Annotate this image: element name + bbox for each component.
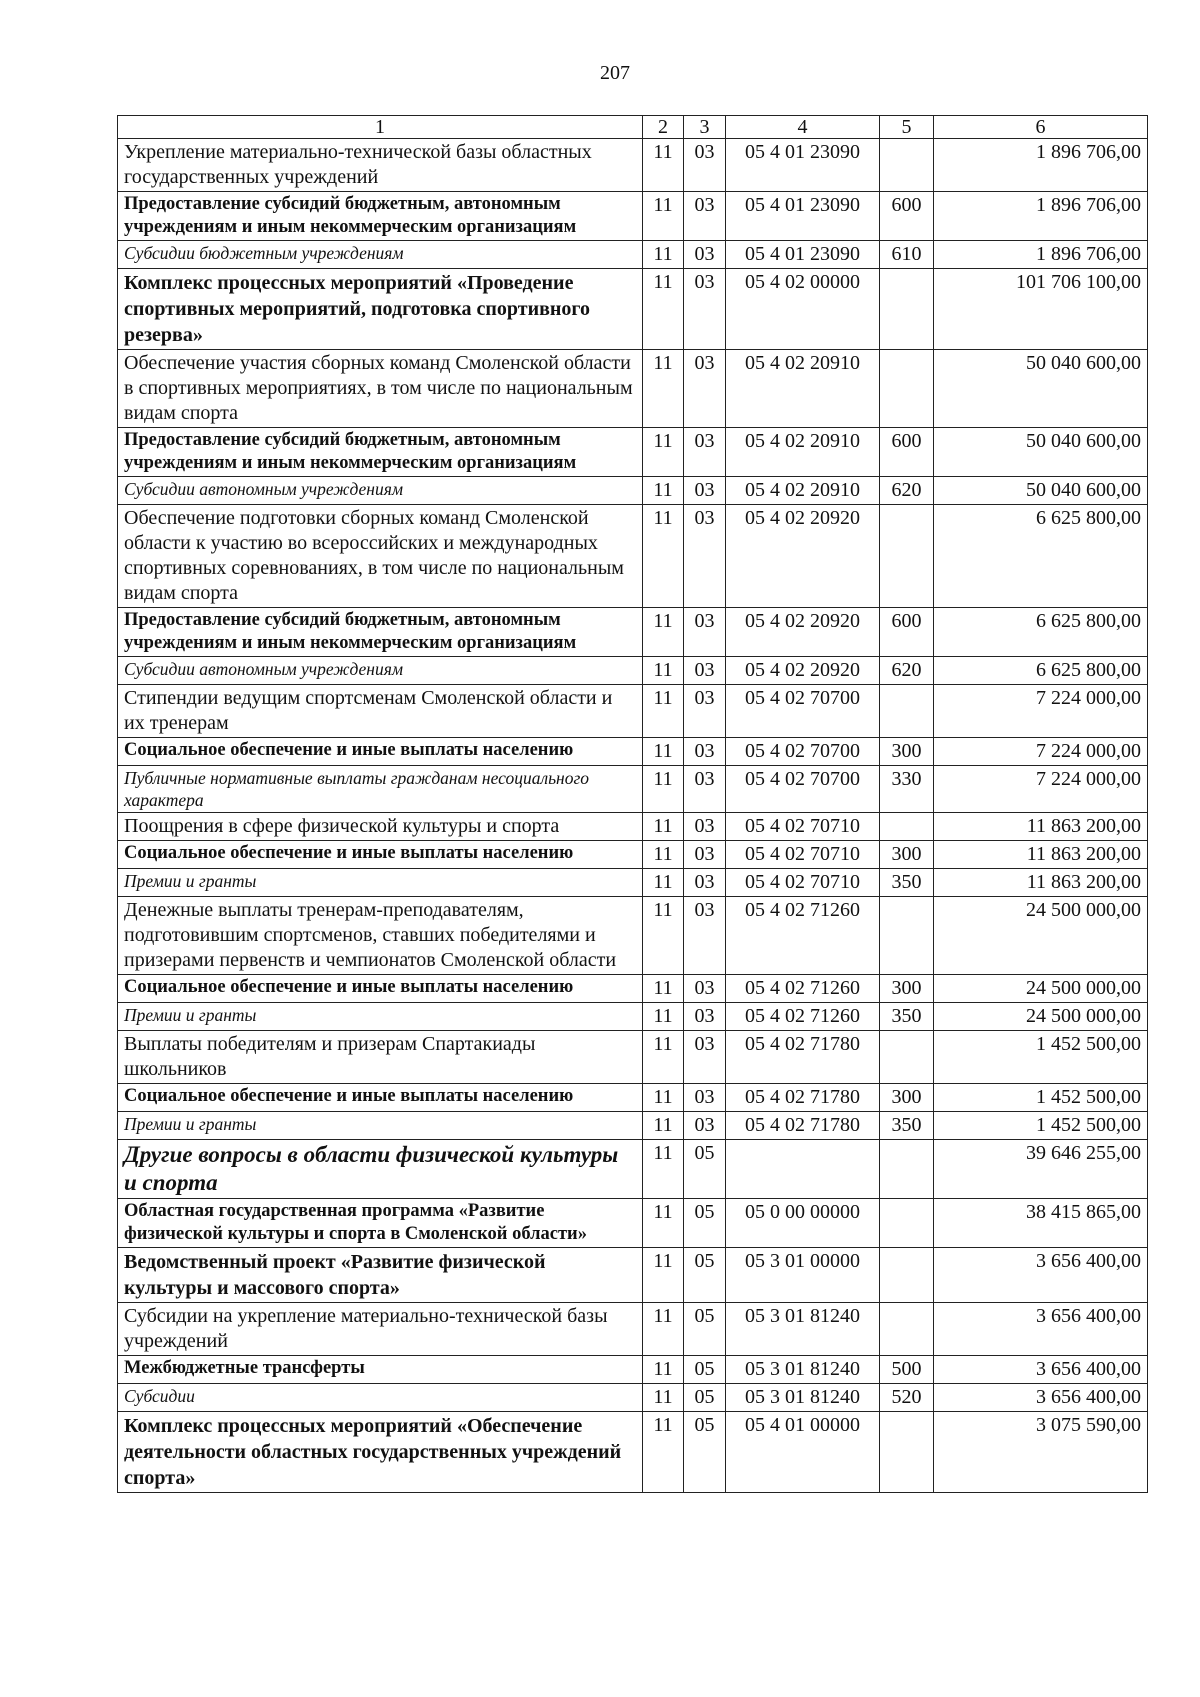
table-row <box>118 505 1148 608</box>
row-target-code-cell: 05 4 01 23090 <box>726 139 880 192</box>
table-row <box>118 1003 1148 1031</box>
row-target-code-cell: 05 4 02 71780 <box>726 1112 880 1140</box>
row-amount-cell: 1 896 706,00 <box>934 139 1148 192</box>
row-amount-cell: 24 500 000,00 <box>934 897 1148 975</box>
row-amount-cell: 6 625 800,00 <box>934 505 1148 608</box>
row-subsection-cell: 05 <box>684 1140 726 1199</box>
row-section-cell: 11 <box>643 1199 684 1248</box>
row-expense-type-cell: 350 <box>880 1003 934 1031</box>
row-section-cell: 11 <box>643 897 684 975</box>
row-name-cell: Укрепление материально-технической базы областных государственных учреждений <box>118 139 643 192</box>
table-row <box>118 1031 1148 1084</box>
row-target-code-cell: 05 4 01 23090 <box>726 192 880 241</box>
row-amount-cell: 6 625 800,00 <box>934 608 1148 657</box>
row-name-cell: Ведомственный проект «Развитие физической культуры и массового спорта» <box>118 1248 643 1303</box>
row-expense-type-cell: 300 <box>880 841 934 869</box>
row-expense-type-cell: 300 <box>880 975 934 1003</box>
row-amount-cell: 11 863 200,00 <box>934 841 1148 869</box>
row-section-cell: 11 <box>643 505 684 608</box>
row-section-cell: 11 <box>643 1112 684 1140</box>
row-name-cell: Другие вопросы в области физической культуры и спорта <box>118 1140 643 1199</box>
row-section-cell: 11 <box>643 841 684 869</box>
row-target-code-cell: 05 4 02 70700 <box>726 766 880 813</box>
row-section-cell: 11 <box>643 657 684 685</box>
row-target-code-cell: 05 4 02 20910 <box>726 428 880 477</box>
row-name-cell: Субсидии автономным учреждениям <box>118 657 643 685</box>
row-subsection-cell: 03 <box>684 841 726 869</box>
row-amount-cell: 3 656 400,00 <box>934 1356 1148 1384</box>
row-amount-cell: 3 656 400,00 <box>934 1248 1148 1303</box>
row-name-cell: Социальное обеспечение и иные выплаты населению <box>118 841 643 869</box>
row-amount-cell: 1 896 706,00 <box>934 241 1148 269</box>
row-expense-type-cell <box>880 1412 934 1493</box>
row-target-code-cell: 05 4 01 00000 <box>726 1412 880 1493</box>
row-expense-type-cell <box>880 1031 934 1084</box>
row-target-code-cell: 05 0 00 00000 <box>726 1199 880 1248</box>
row-name-cell: Комплекс процессных мероприятий «Обеспечение деятельности областных государственных учреждений спорта» <box>118 1412 643 1493</box>
row-subsection-cell: 03 <box>684 738 726 766</box>
row-expense-type-cell: 500 <box>880 1356 934 1384</box>
row-name-cell: Социальное обеспечение и иные выплаты населению <box>118 975 643 1003</box>
row-subsection-cell: 03 <box>684 1084 726 1112</box>
table-row <box>118 685 1148 738</box>
row-target-code-cell: 05 3 01 81240 <box>726 1303 880 1356</box>
row-subsection-cell: 03 <box>684 350 726 428</box>
row-expense-type-cell <box>880 813 934 841</box>
row-section-cell: 11 <box>643 1356 684 1384</box>
row-target-code-cell <box>726 1140 880 1199</box>
table-row <box>118 241 1148 269</box>
row-expense-type-cell: 350 <box>880 1112 934 1140</box>
row-subsection-cell: 03 <box>684 1112 726 1140</box>
row-section-cell: 11 <box>643 477 684 505</box>
table-row <box>118 428 1148 477</box>
row-amount-cell: 1 452 500,00 <box>934 1112 1148 1140</box>
row-subsection-cell: 03 <box>684 608 726 657</box>
row-expense-type-cell: 600 <box>880 428 934 477</box>
header-col-6: 6 <box>934 116 1148 139</box>
row-name-cell: Предоставление субсидий бюджетным, автономным учреждениям и иным некоммерческим организациям <box>118 428 643 477</box>
row-amount-cell: 50 040 600,00 <box>934 428 1148 477</box>
row-subsection-cell: 03 <box>684 975 726 1003</box>
row-section-cell: 11 <box>643 1031 684 1084</box>
row-amount-cell: 50 040 600,00 <box>934 350 1148 428</box>
row-name-cell: Премии и гранты <box>118 1003 643 1031</box>
row-section-cell: 11 <box>643 1003 684 1031</box>
header-col-2: 2 <box>643 116 684 139</box>
row-target-code-cell: 05 4 02 20920 <box>726 505 880 608</box>
row-section-cell: 11 <box>643 139 684 192</box>
row-section-cell: 11 <box>643 350 684 428</box>
row-target-code-cell: 05 4 02 70710 <box>726 869 880 897</box>
row-subsection-cell: 03 <box>684 139 726 192</box>
row-amount-cell: 3 656 400,00 <box>934 1303 1148 1356</box>
row-target-code-cell: 05 3 01 81240 <box>726 1356 880 1384</box>
row-subsection-cell: 03 <box>684 813 726 841</box>
row-amount-cell: 6 625 800,00 <box>934 657 1148 685</box>
row-section-cell: 11 <box>643 608 684 657</box>
row-section-cell: 11 <box>643 241 684 269</box>
table-row <box>118 1140 1148 1199</box>
table-row <box>118 350 1148 428</box>
row-name-cell: Премии и гранты <box>118 869 643 897</box>
row-section-cell: 11 <box>643 975 684 1003</box>
row-expense-type-cell: 330 <box>880 766 934 813</box>
row-target-code-cell: 05 4 02 71780 <box>726 1084 880 1112</box>
table-row <box>118 841 1148 869</box>
row-target-code-cell: 05 4 02 70710 <box>726 841 880 869</box>
row-section-cell: 11 <box>643 766 684 813</box>
row-target-code-cell: 05 4 01 23090 <box>726 241 880 269</box>
table-row <box>118 897 1148 975</box>
row-amount-cell: 7 224 000,00 <box>934 738 1148 766</box>
row-target-code-cell: 05 4 02 20910 <box>726 477 880 505</box>
table-row <box>118 813 1148 841</box>
row-amount-cell: 1 452 500,00 <box>934 1084 1148 1112</box>
row-name-cell: Стипендии ведущим спортсменам Смоленской области и их тренерам <box>118 685 643 738</box>
table-row <box>118 1356 1148 1384</box>
row-name-cell: Субсидии бюджетным учреждениям <box>118 241 643 269</box>
row-expense-type-cell: 300 <box>880 738 934 766</box>
table-row <box>118 869 1148 897</box>
row-subsection-cell: 03 <box>684 869 726 897</box>
row-amount-cell: 1 452 500,00 <box>934 1031 1148 1084</box>
table-row <box>118 1112 1148 1140</box>
header-row <box>118 116 1148 139</box>
row-subsection-cell: 05 <box>684 1303 726 1356</box>
row-amount-cell: 3 075 590,00 <box>934 1412 1148 1493</box>
table-row <box>118 975 1148 1003</box>
row-subsection-cell: 03 <box>684 1003 726 1031</box>
row-amount-cell: 3 656 400,00 <box>934 1384 1148 1412</box>
budget-table <box>117 115 1148 1493</box>
row-name-cell: Субсидии на укрепление материально-технической базы учреждений <box>118 1303 643 1356</box>
row-expense-type-cell <box>880 685 934 738</box>
row-name-cell: Поощрения в сфере физической культуры и спорта <box>118 813 643 841</box>
row-name-cell: Комплекс процессных мероприятий «Проведение спортивных мероприятий, подготовка спортивного резерва» <box>118 269 643 350</box>
row-target-code-cell: 05 4 02 71260 <box>726 1003 880 1031</box>
row-name-cell: Субсидии автономным учреждениям <box>118 477 643 505</box>
row-name-cell: Субсидии <box>118 1384 643 1412</box>
row-section-cell: 11 <box>643 428 684 477</box>
row-target-code-cell: 05 4 02 71260 <box>726 897 880 975</box>
row-target-code-cell: 05 4 02 70710 <box>726 813 880 841</box>
table-row <box>118 139 1148 192</box>
row-section-cell: 11 <box>643 1384 684 1412</box>
row-expense-type-cell <box>880 269 934 350</box>
row-subsection-cell: 03 <box>684 477 726 505</box>
row-subsection-cell: 05 <box>684 1412 726 1493</box>
table-row <box>118 1412 1148 1493</box>
row-expense-type-cell <box>880 1303 934 1356</box>
row-expense-type-cell: 620 <box>880 657 934 685</box>
row-expense-type-cell: 610 <box>880 241 934 269</box>
row-expense-type-cell <box>880 1248 934 1303</box>
row-expense-type-cell: 520 <box>880 1384 934 1412</box>
row-name-cell: Премии и гранты <box>118 1112 643 1140</box>
row-subsection-cell: 05 <box>684 1356 726 1384</box>
row-name-cell: Обеспечение участия сборных команд Смоленской области в спортивных мероприятиях, в том числе по национальным видам спорта <box>118 350 643 428</box>
row-section-cell: 11 <box>643 192 684 241</box>
row-amount-cell: 1 896 706,00 <box>934 192 1148 241</box>
row-section-cell: 11 <box>643 869 684 897</box>
row-subsection-cell: 03 <box>684 685 726 738</box>
row-subsection-cell: 05 <box>684 1248 726 1303</box>
row-expense-type-cell <box>880 897 934 975</box>
row-section-cell: 11 <box>643 269 684 350</box>
row-target-code-cell: 05 4 02 20920 <box>726 608 880 657</box>
row-subsection-cell: 03 <box>684 428 726 477</box>
row-section-cell: 11 <box>643 1248 684 1303</box>
row-expense-type-cell <box>880 139 934 192</box>
row-amount-cell: 39 646 255,00 <box>934 1140 1148 1199</box>
row-expense-type-cell: 600 <box>880 192 934 241</box>
table-row <box>118 608 1148 657</box>
row-expense-type-cell: 600 <box>880 608 934 657</box>
row-target-code-cell: 05 4 02 00000 <box>726 269 880 350</box>
row-subsection-cell: 03 <box>684 192 726 241</box>
header-col-1: 1 <box>118 116 643 139</box>
table-row <box>118 1248 1148 1303</box>
row-amount-cell: 24 500 000,00 <box>934 975 1148 1003</box>
row-section-cell: 11 <box>643 813 684 841</box>
row-amount-cell: 11 863 200,00 <box>934 869 1148 897</box>
row-expense-type-cell <box>880 1140 934 1199</box>
table-row <box>118 1199 1148 1248</box>
row-target-code-cell: 05 4 02 71260 <box>726 975 880 1003</box>
row-target-code-cell: 05 3 01 81240 <box>726 1384 880 1412</box>
row-target-code-cell: 05 4 02 20920 <box>726 657 880 685</box>
row-subsection-cell: 03 <box>684 269 726 350</box>
row-target-code-cell: 05 4 02 70700 <box>726 738 880 766</box>
table-row <box>118 657 1148 685</box>
table-row <box>118 738 1148 766</box>
header-col-3: 3 <box>684 116 726 139</box>
row-subsection-cell: 05 <box>684 1384 726 1412</box>
row-expense-type-cell: 350 <box>880 869 934 897</box>
row-subsection-cell: 03 <box>684 897 726 975</box>
table-row <box>118 192 1148 241</box>
row-name-cell: Выплаты победителям и призерам Спартакиады школьников <box>118 1031 643 1084</box>
row-section-cell: 11 <box>643 1412 684 1493</box>
row-section-cell: 11 <box>643 1140 684 1199</box>
page-number: 207 <box>600 62 630 84</box>
table-row <box>118 1084 1148 1112</box>
row-name-cell: Областная государственная программа «Развитие физической культуры и спорта в Смоленской области» <box>118 1199 643 1248</box>
row-subsection-cell: 03 <box>684 766 726 813</box>
row-amount-cell: 24 500 000,00 <box>934 1003 1148 1031</box>
row-name-cell: Публичные нормативные выплаты гражданам несоциального характера <box>118 766 643 813</box>
table-row <box>118 269 1148 350</box>
row-name-cell: Предоставление субсидий бюджетным, автономным учреждениям и иным некоммерческим организациям <box>118 608 643 657</box>
row-subsection-cell: 03 <box>684 657 726 685</box>
table-row <box>118 1384 1148 1412</box>
row-expense-type-cell <box>880 350 934 428</box>
row-name-cell: Социальное обеспечение и иные выплаты населению <box>118 738 643 766</box>
row-name-cell: Социальное обеспечение и иные выплаты населению <box>118 1084 643 1112</box>
table-row <box>118 766 1148 813</box>
row-expense-type-cell <box>880 505 934 608</box>
row-amount-cell: 38 415 865,00 <box>934 1199 1148 1248</box>
row-subsection-cell: 03 <box>684 505 726 608</box>
row-target-code-cell: 05 4 02 71780 <box>726 1031 880 1084</box>
header-col-5: 5 <box>880 116 934 139</box>
table-row <box>118 477 1148 505</box>
row-section-cell: 11 <box>643 1084 684 1112</box>
table-row <box>118 1303 1148 1356</box>
row-expense-type-cell <box>880 1199 934 1248</box>
row-amount-cell: 101 706 100,00 <box>934 269 1148 350</box>
row-subsection-cell: 03 <box>684 241 726 269</box>
row-section-cell: 11 <box>643 685 684 738</box>
row-expense-type-cell: 620 <box>880 477 934 505</box>
row-amount-cell: 11 863 200,00 <box>934 813 1148 841</box>
row-amount-cell: 7 224 000,00 <box>934 685 1148 738</box>
row-name-cell: Денежные выплаты тренерам-преподавателям, подготовившим спортсменов, ставших победителями и призерами первенств и чемпионатов Смоленской области <box>118 897 643 975</box>
row-section-cell: 11 <box>643 738 684 766</box>
row-amount-cell: 7 224 000,00 <box>934 766 1148 813</box>
row-name-cell: Обеспечение подготовки сборных команд Смоленской области к участию во всероссийских и международных спортивных соревнованиях, в том числе по национальным видам спорта <box>118 505 643 608</box>
row-subsection-cell: 03 <box>684 1031 726 1084</box>
row-expense-type-cell: 300 <box>880 1084 934 1112</box>
row-section-cell: 11 <box>643 1303 684 1356</box>
row-amount-cell: 50 040 600,00 <box>934 477 1148 505</box>
row-target-code-cell: 05 4 02 20910 <box>726 350 880 428</box>
row-subsection-cell: 05 <box>684 1199 726 1248</box>
header-col-4: 4 <box>726 116 880 139</box>
row-target-code-cell: 05 4 02 70700 <box>726 685 880 738</box>
row-name-cell: Предоставление субсидий бюджетным, автономным учреждениям и иным некоммерческим организациям <box>118 192 643 241</box>
row-target-code-cell: 05 3 01 00000 <box>726 1248 880 1303</box>
row-name-cell: Межбюджетные трансферты <box>118 1356 643 1384</box>
